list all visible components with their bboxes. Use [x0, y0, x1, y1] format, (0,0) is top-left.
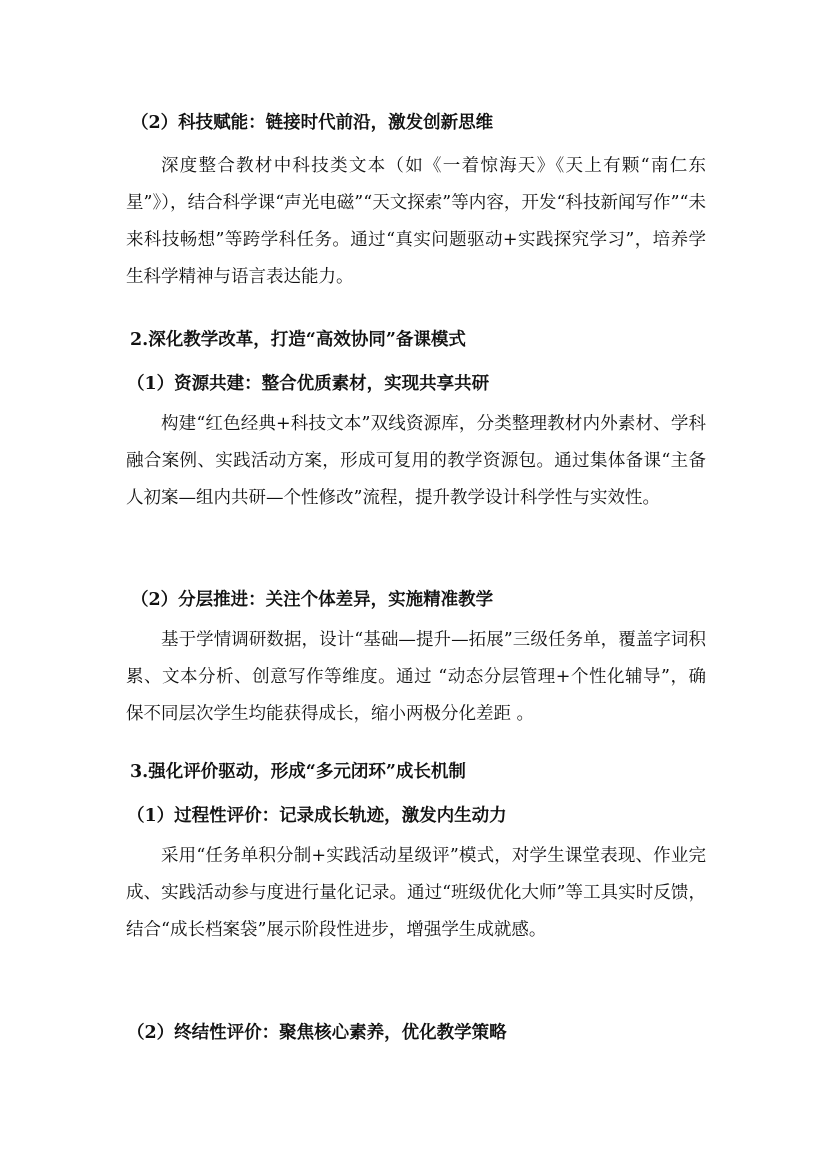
paragraph-tiered-teaching: 基于学情调研数据，设计“基础—提升—拓展”三级任务单，覆盖字词积累、文本分析、创意写作等维度。通过 “动态分层管理+个性化辅导”，确保不同层次学生均能获得成长，缩小两极分化差距 。 [126, 630, 706, 724]
heading-tiered-teaching: （2）分层推进：关注个体差异，实施精准教学 [131, 590, 494, 610]
paragraph-process-evaluation: 采用“任务单积分制+实践活动星级评”模式，对学生课堂表现、作业完成、实践活动参与度进行量化记录。通过“班级优化大师”等工具实时反馈，结合“成长档案袋”展示阶段性进步，增强学生成就感。 [126, 846, 706, 940]
heading-resource-sharing: （1）资源共建：整合优质素材，实现共享共研 [127, 374, 490, 394]
paragraph-tech-empowerment: 深度整合教材中科技类文本（如《一着惊海天》《天上有颗“南仁东星”》），结合科学课“声光电磁”“天文探索”等内容，开发“科技新闻写作”“未来科技畅想”等跨学科任务。通过“真实问题驱动+实践探究学习”，培养学生科学精神与语言表达能力。 [126, 156, 706, 287]
heading-evaluation-drive: 3.强化评价驱动，形成“多元闭环”成长机制 [130, 762, 466, 782]
heading-summative-evaluation: （2）终结性评价：聚焦核心素养，优化教学策略 [127, 1023, 507, 1043]
heading-teaching-reform: 2.深化教学改革，打造“高效协同”备课模式 [130, 330, 466, 350]
heading-tech-empowerment: （2）科技赋能：链接时代前沿，激发创新思维 [131, 113, 494, 133]
heading-process-evaluation: （1）过程性评价：记录成长轨迹，激发内生动力 [127, 806, 507, 826]
paragraph-resource-sharing: 构建“红色经典+科技文本”双线资源库，分类整理教材内外素材、学科融合案例、实践活动方案，形成可复用的教学资源包。通过集体备课“主备人初案—组内共研—个性修改”流程，提升教学设计科学性与实效性。 [126, 414, 706, 508]
